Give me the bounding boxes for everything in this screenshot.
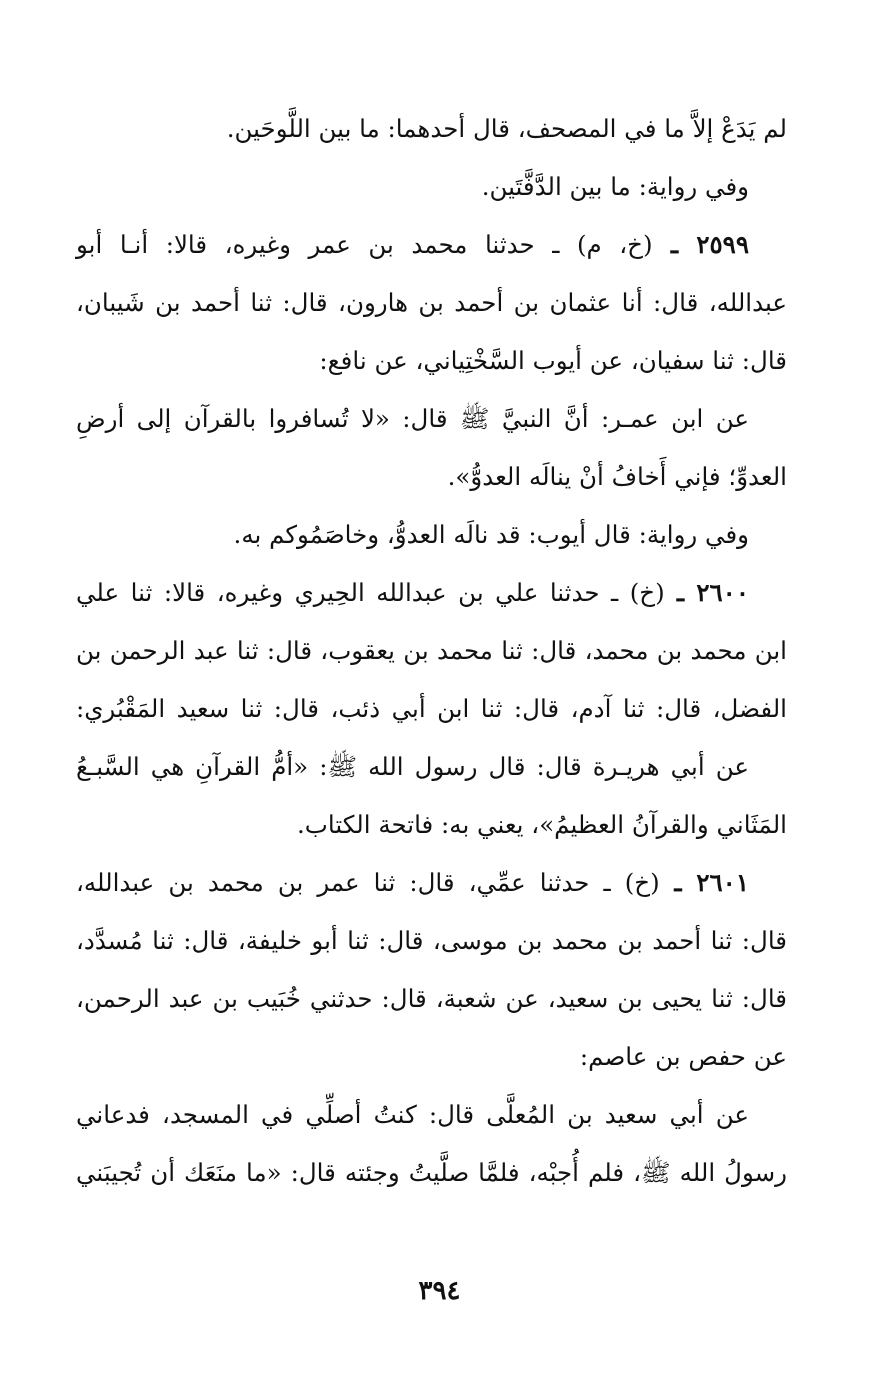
line-text: رسولُ الله ﷺ، فلم أُجبْه، فلمَّا صلَّيتُ وجئته قال: «ما منَعَك أن تُجيبَني — [76, 1158, 787, 1187]
paragraph — [76, 854, 787, 1086]
paragraph — [76, 100, 787, 158]
text-line — [76, 332, 787, 390]
text-line — [76, 738, 787, 796]
line-text: عن أبي سعيد بن المُعلَّى قال: كنتُ أصلِّي في المسجد، فدعاني — [76, 1100, 749, 1129]
text-line — [76, 680, 787, 738]
line-text: وفي رواية: قال أيوب: قد نالَه العدوُّ، وخاصَمُوكم به. — [233, 520, 749, 549]
text-line — [76, 100, 787, 158]
text-line — [76, 970, 787, 1028]
paragraph — [76, 738, 787, 854]
text-line — [76, 158, 787, 216]
line-text: المَثَاني والقرآنُ العظيمُ»، يعني به: فاتحة الكتاب. — [297, 810, 787, 839]
paragraph — [76, 564, 787, 738]
page-number: ٣٩٤ — [418, 1276, 461, 1306]
paragraph — [76, 158, 787, 216]
line-text: (خ) ـ حدثنا علي بن عبدالله الحِيري وغيره، قالا: ثنا علي — [76, 578, 665, 607]
text-line — [76, 390, 787, 448]
text-line — [76, 796, 787, 854]
hadith-number: ٢٥٩٩ ـ — [652, 230, 749, 259]
text-line — [76, 622, 787, 680]
line-text: العدوِّ؛ فإني أَخافُ أنْ ينالَه العدوُّ». — [447, 462, 787, 491]
line-text: عن ابن عمـر: أنَّ النبيَّ ﷺ قال: «لا تُسافروا بالقرآن إلى أرضِ — [76, 404, 749, 433]
line-text: عبدالله، قال: أنا عثمان بن أحمد بن هارون، قال: ثنا أحمد بن شَيبان، — [76, 288, 787, 317]
line-text: (خ) ـ حدثنا عمِّي، قال: ثنا عمر بن محمد بن عبدالله، — [76, 868, 660, 897]
page-body-text — [76, 100, 787, 1202]
text-line — [76, 1028, 787, 1086]
text-line — [76, 506, 787, 564]
line-text: عن أبي هريـرة قال: قال رسول الله ﷺ: «أمُّ القرآنِ هي السَّبـعُ — [76, 752, 749, 781]
text-line — [76, 912, 787, 970]
text-line — [76, 1086, 787, 1144]
line-text: قال: ثنا أحمد بن محمد بن موسى، قال: ثنا أبو خليفة، قال: ثنا مُسدَّد، — [76, 926, 787, 955]
line-text: وفي رواية: ما بين الدَّفَّتَين. — [481, 172, 749, 201]
line-text: قال: ثنا سفيان، عن أيوب السَّخْتِياني، عن نافع: — [319, 346, 787, 375]
paragraph — [76, 390, 787, 506]
line-text: عن حفص بن عاصم: — [579, 1042, 787, 1071]
text-line — [76, 448, 787, 506]
text-line — [76, 216, 787, 274]
text-line — [76, 1144, 787, 1202]
line-text: لم يَدَعْ إلاَّ ما في المصحف، قال أحدهما: ما بين اللَّوحَين. — [226, 114, 787, 143]
text-line — [76, 564, 787, 622]
line-text: ابن محمد بن محمد، قال: ثنا محمد بن يعقوب، قال: ثنا عبد الرحمن بن — [76, 636, 787, 665]
text-line — [76, 854, 787, 912]
paragraph — [76, 1086, 787, 1202]
text-line — [76, 274, 787, 332]
line-text: الفضل، قال: ثنا آدم، قال: ثنا ابن أبي ذئب، قال: ثنا سعيد المَقْبُري: — [76, 694, 787, 723]
line-text: قال: ثنا يحيى بن سعيد، عن شعبة، قال: حدثني خُبَيب بن عبد الرحمن، — [76, 984, 787, 1013]
hadith-number: ٢٦٠١ ـ — [659, 868, 749, 897]
paragraph — [76, 506, 787, 564]
line-text: (خ، م) ـ حدثنا محمد بن عمر وغيره، قالا: أنـا أبو — [76, 230, 653, 259]
hadith-number: ٢٦٠٠ ـ — [664, 578, 749, 607]
paragraph — [76, 216, 787, 390]
